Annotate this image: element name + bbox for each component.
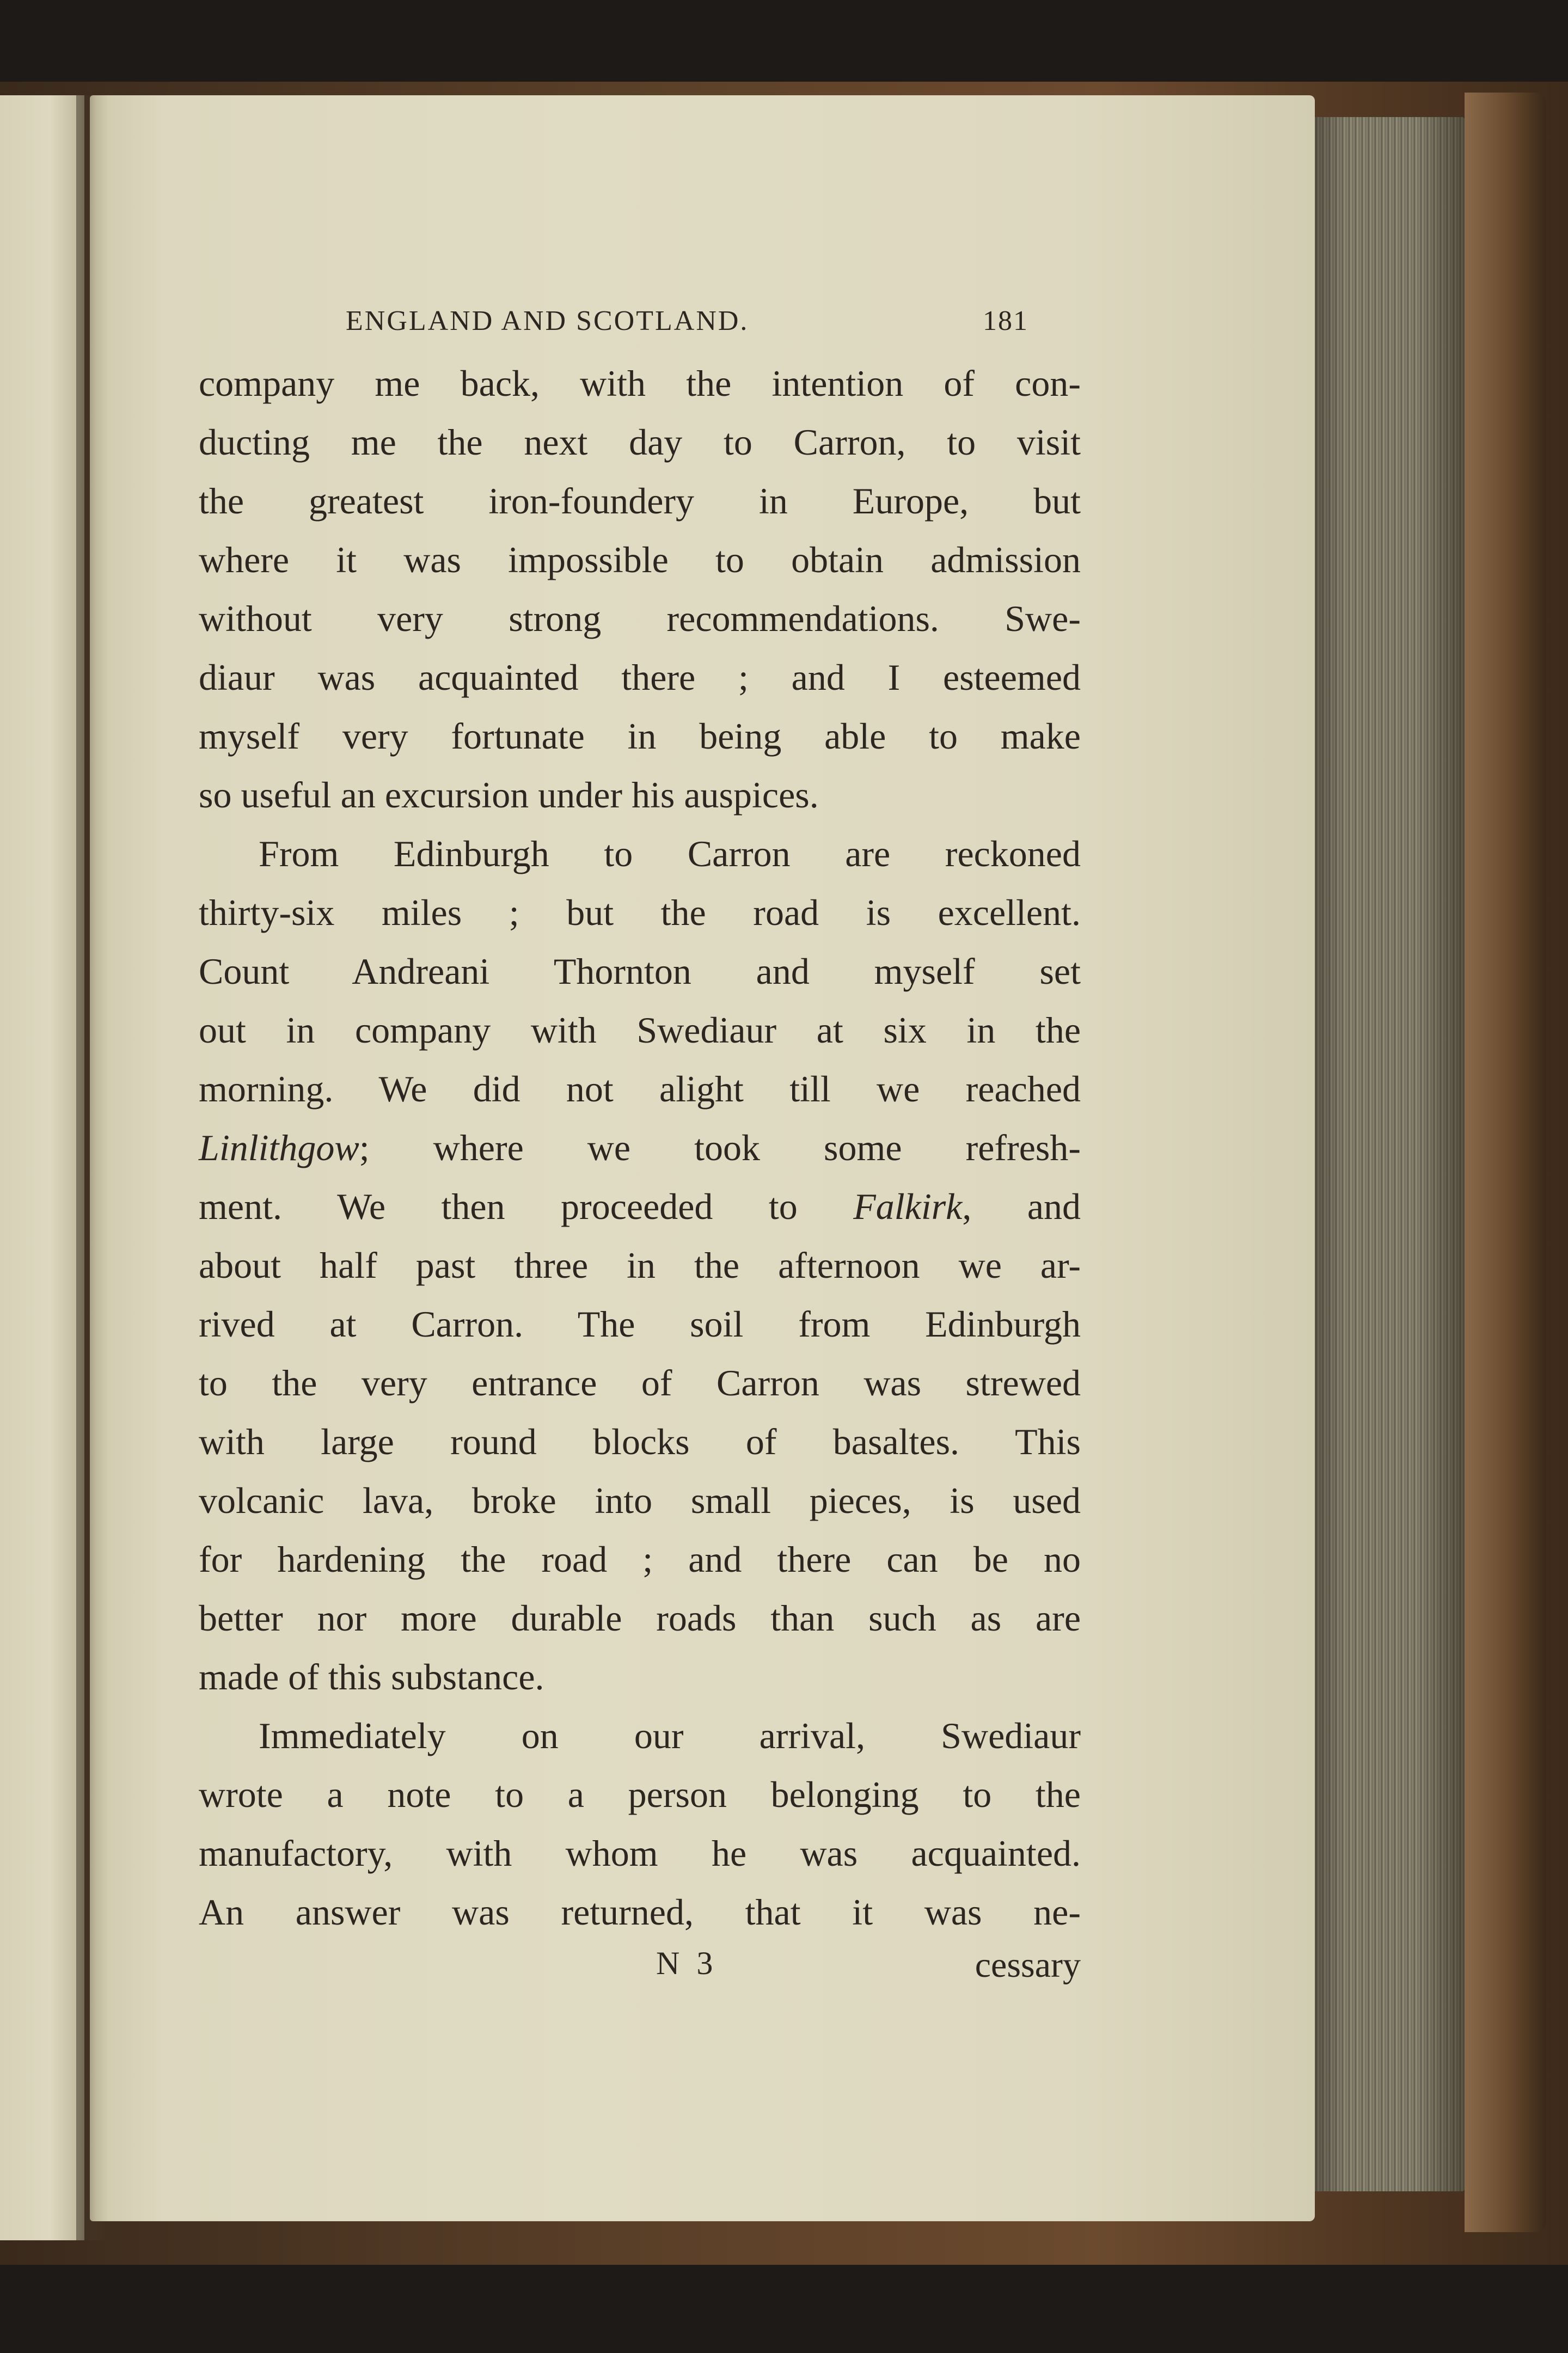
text-line: without very strong recommendations. Swe- [199,598,1081,639]
text-line: wrote a note to a person belonging to the [199,1774,1081,1815]
text-line: morning. We did not alight till we reached [199,1068,1081,1110]
text-line: From Edinburgh to Carron are reckoned [259,833,1081,874]
page-header [199,305,1081,354]
text-line: better nor more durable roads than such as are [199,1597,1081,1639]
text-fragment: ; where we took some refresh- [359,1127,1081,1168]
text-line: so useful an excursion under his auspices. [199,774,819,816]
text-line: thirty-six miles ; but the road is excellent. [199,892,1081,933]
page-footer [199,1945,1081,2003]
text-line: where it was impossible to obtain admission [199,539,1081,580]
text-line: with large round blocks of basaltes. This [199,1421,1081,1462]
text-line: ducting me the next day to Carron, to visit [199,421,1081,463]
text-line: volcanic lava, broke into small pieces, is used [199,1480,1081,1521]
italic-place-name: Falkirk [853,1186,963,1227]
text-line [199,1118,1081,1177]
text-line: about half past three in the afternoon we ar- [199,1245,1081,1286]
text-line: made of this substance. [199,1656,544,1698]
text-line: manufactory, with whom he was acquainted. [199,1833,1081,1874]
text-line: rived at Carron. The soil from Edinburgh [199,1303,1081,1345]
text-fragment: , and [962,1186,1081,1227]
text-line: An answer was returned, that it was ne- [199,1891,1081,1933]
gutter-shadow [76,95,109,2240]
running-title: ENGLAND AND SCOTLAND. [346,305,749,336]
text-line: to the very entrance of Carron was strewed [199,1362,1081,1404]
page-number: 181 [983,305,1028,336]
text-line: myself very fortunate in being able to make [199,715,1081,757]
text-line: for hardening the road ; and there can be no [199,1539,1081,1580]
text-line: diaur was acquainted there ; and I esteemed [199,657,1081,698]
signature-mark: N 3 [656,1945,718,1981]
text-line: company me back, with the intention of con- [199,363,1081,404]
text-line: Count Andreani Thornton and myself set [199,951,1081,992]
text-line: Immediately on our arrival, Swediaur [259,1715,1081,1756]
text-line: the greatest iron-foundery in Europe, but [199,480,1081,522]
text-line [199,1177,1081,1236]
text-fragment: ment. We then proceeded to [199,1186,798,1227]
left-page-edge [0,95,84,2240]
italic-place-name: Linlithgow [199,1127,359,1168]
page-fore-edge-shade [1307,117,1465,2191]
cover-edge [1465,93,1546,2232]
catchword: cessary [975,1945,1081,1985]
text-line: out in company with Swediaur at six in the [199,1009,1081,1051]
page-text-block [199,305,1081,2003]
